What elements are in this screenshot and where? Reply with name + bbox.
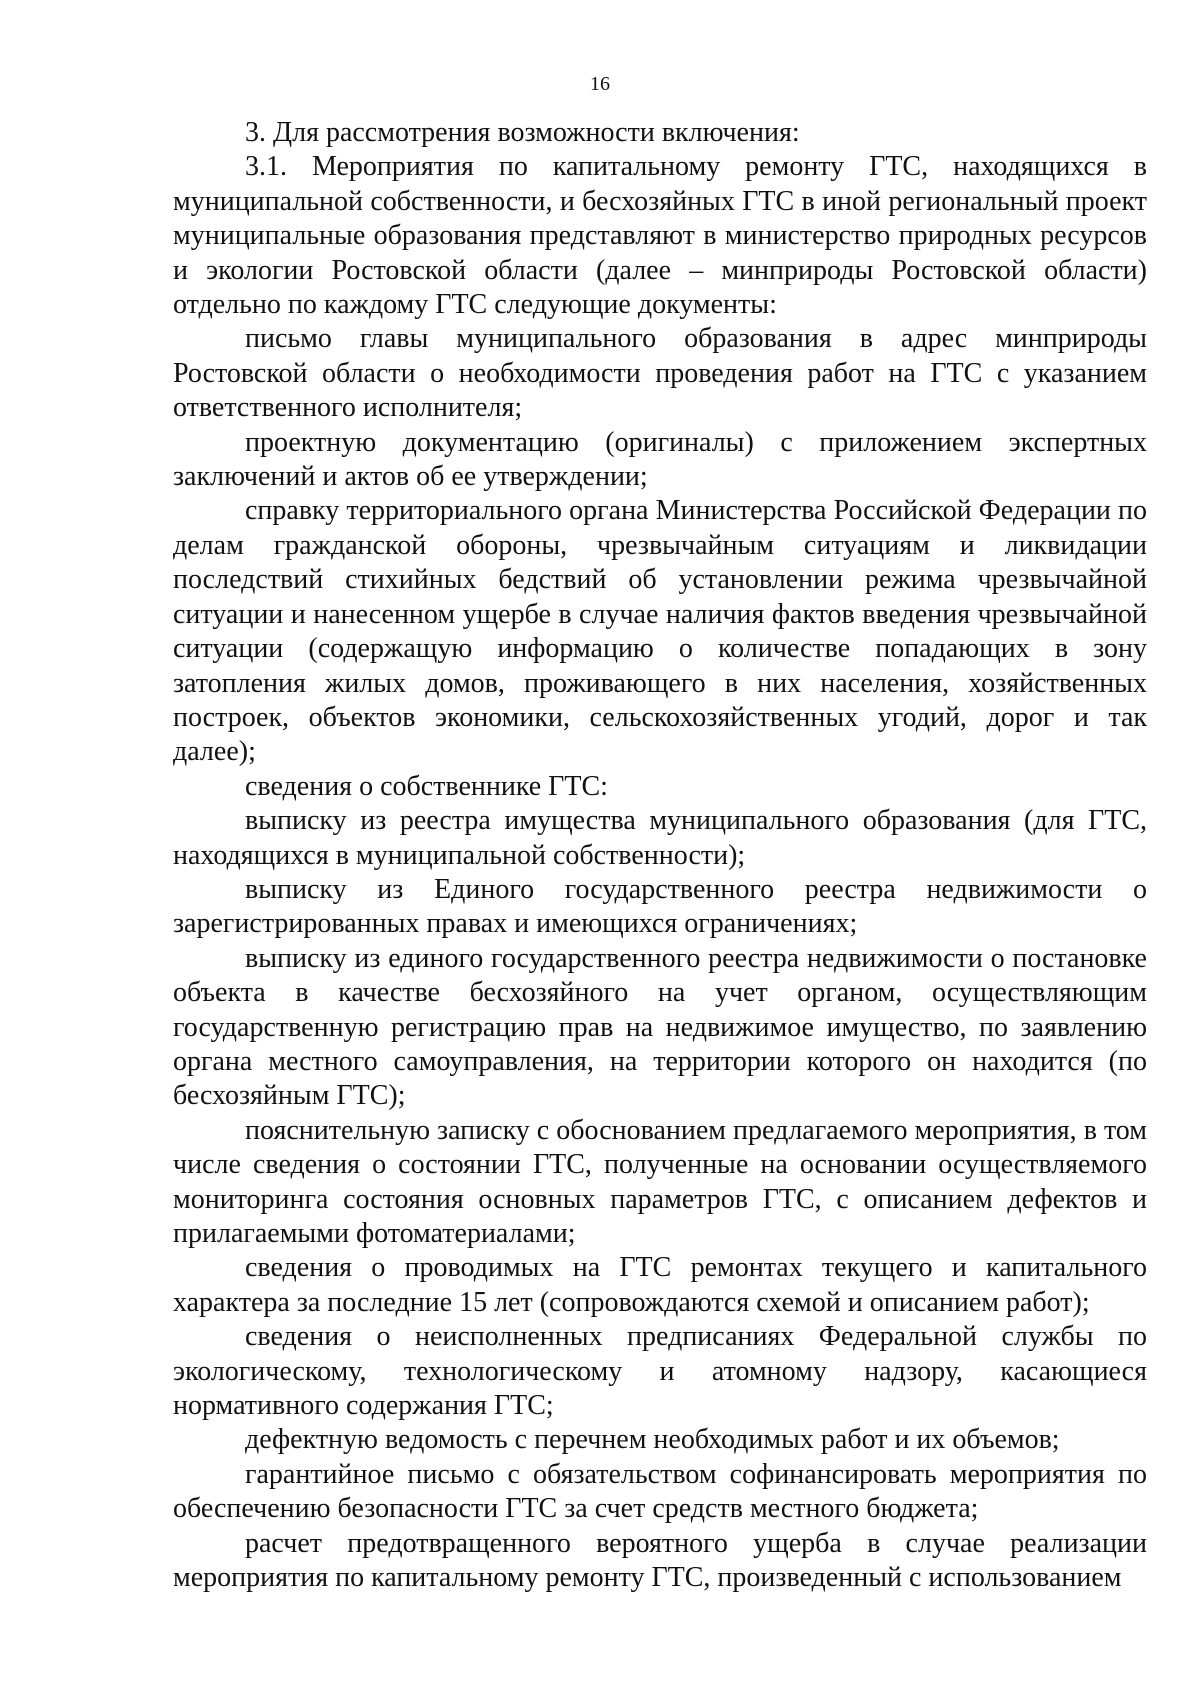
list-item-project-documentation: проектную документацию (оригиналы) с приложением экспертных заключений и актов об ее утверждении; [173, 426, 1147, 493]
page-number: 16 [590, 73, 610, 95]
list-item-municipal-registry-extract: выписку из реестра имущества муниципального образования (для ГТС, находящихся в муниципальной собственности); [173, 805, 1147, 871]
document-body [173, 116, 1147, 1595]
list-item-defect-statement: дефектную ведомость с перечнем необходимых работ и их объемов; [245, 1424, 1060, 1456]
list-item-owner-info: сведения о собственнике ГТС: [245, 770, 608, 802]
list-item-guarantee-letter: гарантийное письмо с обязательством софинансировать мероприятия по обеспечению безопасности ГТС за счет средств местного бюджета; [173, 1458, 1147, 1525]
list-item-repairs-history: сведения о проводимых на ГТС ремонтах текущего и капитального характера за последние 15 лет (сопровождаются схемой и описанием работ); [173, 1252, 1147, 1318]
list-item-unfulfilled-orders: сведения о неисполненных предписаниях Федеральной службы по экологическому, технологическому и атомному надзору, касающиеся нормативного содержания ГТС; [173, 1321, 1147, 1422]
list-item-ownerless-registration-extract: выписку из единого государственного реестра недвижимости о постановке объекта в качестве бесхозяйного на учет органом, осуществляющим государственную регистрацию прав на недвижимое имущество, по заявлению органа местного самоуправления, на территории которого он находится (по бесхозяйным ГТС); [173, 942, 1147, 1112]
list-item-damage-calculation: расчет предотвращенного вероятного ущерба в случае реализации мероприятия по капитальному ремонту ГТС, произведенный с использованием [173, 1527, 1147, 1594]
list-item-emergency-certificate: справку территориального органа Министерства Российской Федерации по делам гражданской обороны, чрезвычайным ситуациям и ликвидации последствий стихийных бедствий об установлении режима чрезвычайной ситуации и нанесенном ущербе в случае наличия фактов введения чрезвычайной ситуации (содержащую информацию о количестве попадающих в зону затопления жилых домов, проживающего в них населения, хозяйственных построек, объектов экономики, сельскохозяйственных угодий, дорог и так далее); [173, 495, 1147, 768]
paragraph-section-3-1: 3.1. Мероприятия по капитальному ремонту ГТС, находящихся в муниципальной собственности, и бесхозяйных ГТС в иной региональный проект муниципальные образования представляют в министерство природных ресурсов и экологии Ростовской области (далее – минприроды Ростовской области) отдельно по каждому ГТС следующие документы: [173, 151, 1147, 321]
list-item-head-letter: письмо главы муниципального образования в адрес минприроды Ростовской области о необходимости проведения работ на ГТС с указанием ответственного исполнителя; [173, 323, 1147, 424]
paragraph-section-3: 3. Для рассмотрения возможности включения: [245, 117, 800, 148]
list-item-real-estate-registry-extract: выписку из Единого государственного реестра недвижимости о зарегистрированных правах и имеющихся ограничениях; [173, 873, 1147, 940]
list-item-explanatory-note: пояснительную записку с обоснованием предлагаемого мероприятия, в том числе сведения о состоянии ГТС, полученные на основании осуществляемого мониторинга состояния основных параметров ГТС, с описанием дефектов и прилагаемыми фотоматериалами; [173, 1114, 1147, 1249]
